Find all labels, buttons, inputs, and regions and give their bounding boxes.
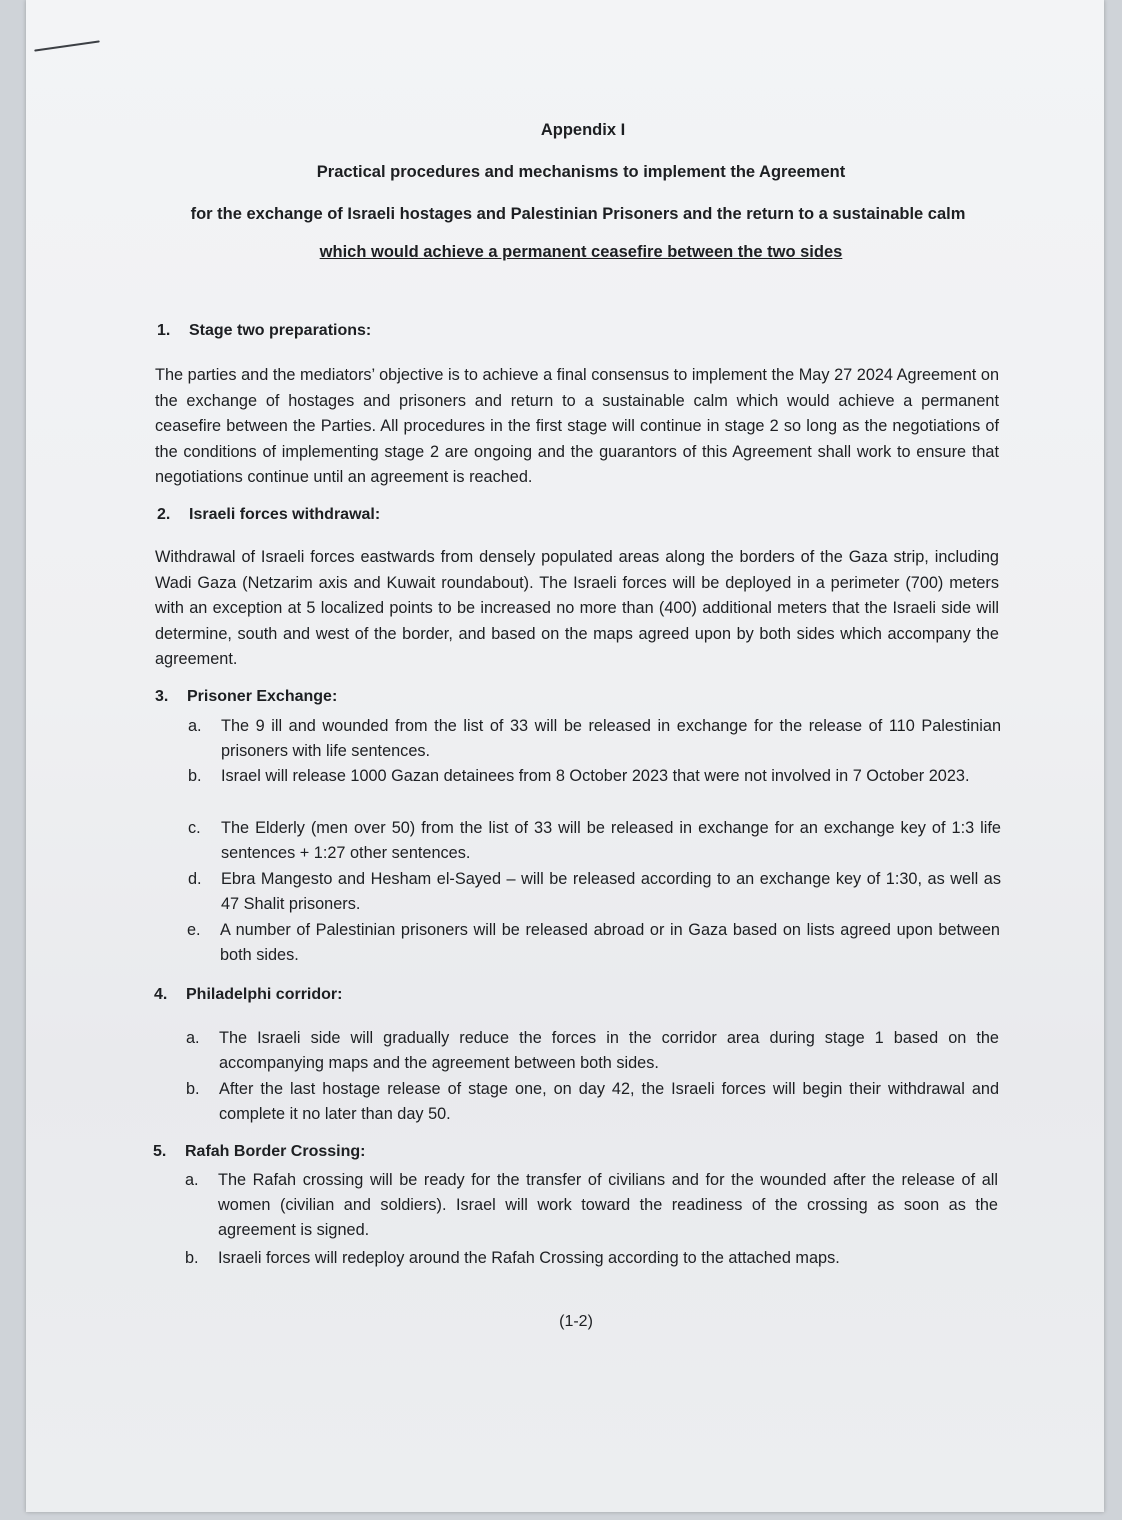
section-number: 2. <box>157 506 171 523</box>
item-letter: a. <box>186 1029 200 1047</box>
item-letter: e. <box>187 921 201 939</box>
item-letter: b. <box>185 1249 199 1267</box>
item-text: The Rafah crossing will be ready for the transfer of civilians and for the wounded after the release of all women (civilian and soldiers). Israel will work toward the readiness of the crossing as soon as the agreement is signed. <box>218 1171 998 1239</box>
section-number: 5. <box>153 1143 167 1160</box>
section-3-heading <box>155 688 337 706</box>
item-text: The Elderly (men over 50) from the list of 33 will be released in exchange for an exchange key of 1:3 life sentences + 1:27 other sentences. <box>221 819 1001 862</box>
section-2-body: Withdrawal of Israeli forces eastwards from densely populated areas along the borders of the Gaza strip, including Wadi Gaza (Netzarim axis and Kuwait roundabout). The Israeli forces will be deployed in a perimeter (700) meters with an exception at 5 localized points to be increased no more than (400) additional meters that the Israeli side will determine, south and west of the border, and based on the maps agreed upon by both sides which accompany the agreement. <box>155 548 999 668</box>
item-letter: b. <box>186 1080 200 1098</box>
item-text: Israel will release 1000 Gazan detainees from 8 October 2023 that were not involved in 7 October 2023. <box>221 767 970 785</box>
item-text: A number of Palestinian prisoners will be released abroad or in Gaza based on lists agreed upon between both sides. <box>220 921 1000 964</box>
section-number: 4. <box>154 986 168 1003</box>
header-line-1: Practical procedures and mechanisms to implement the Agreement <box>316 163 846 181</box>
header-line-2: for the exchange of Israeli hostages and Palestinian Prisoners and the return to a sustainable calm <box>190 205 966 223</box>
section-1-body: The parties and the mediators’ objective is to achieve a final consensus to implement the May 27 2024 Agreement on the exchange of hostages and prisoners and return to a sustainable calm which would achieve a permanent ceasefire between the Parties. All procedures in the first stage will continue in stage 2 so long as the negotiations of the conditions of implementing stage 2 are ongoing and the guarantors of this Agreement shall work to ensure that negotiations continue until an agreement is reached. <box>155 366 999 486</box>
section-title: Philadelphi corridor: <box>186 986 343 1003</box>
section-title: Stage two preparations: <box>189 322 372 339</box>
section-title: Prisoner Exchange: <box>187 688 338 705</box>
section-number: 3. <box>155 688 169 705</box>
item-letter: a. <box>188 717 202 735</box>
item-text: Israeli forces will redeploy around the Rafah Crossing according to the attached maps. <box>218 1249 840 1267</box>
item-text: The Israeli side will gradually reduce the forces in the corridor area during stage 1 based on the accompanying maps and the agreement between both sides. <box>219 1029 999 1072</box>
item-letter: c. <box>188 819 201 837</box>
section-4-heading <box>154 986 342 1004</box>
item-letter: b. <box>188 767 202 785</box>
item-text: The 9 ill and wounded from the list of 33 will be released in exchange for the release of 110 Palestinian prisoners with life sentences. <box>221 717 1001 760</box>
header-line-3: which would achieve a permanent ceasefire between the two sides <box>319 243 843 261</box>
section-number: 1. <box>157 322 171 339</box>
section-2-heading <box>157 506 380 524</box>
section-title: Israeli forces withdrawal: <box>189 506 381 523</box>
item-text: After the last hostage release of stage one, on day 42, the Israeli forces will begin their withdrawal and complete it no later than day 50. <box>219 1080 999 1123</box>
item-letter: d. <box>188 870 202 888</box>
appendix-title: Appendix I <box>540 121 626 139</box>
item-text: Ebra Mangesto and Hesham el-Sayed – will be released according to an exchange key of 1:30, as well as 47 Shalit prisoners. <box>221 870 1001 913</box>
page-number: (1-2) <box>559 1313 593 1330</box>
section-1-heading <box>157 322 371 340</box>
item-letter: a. <box>185 1171 199 1189</box>
section-5-heading <box>153 1143 365 1161</box>
section-title: Rafah Border Crossing: <box>185 1143 366 1160</box>
